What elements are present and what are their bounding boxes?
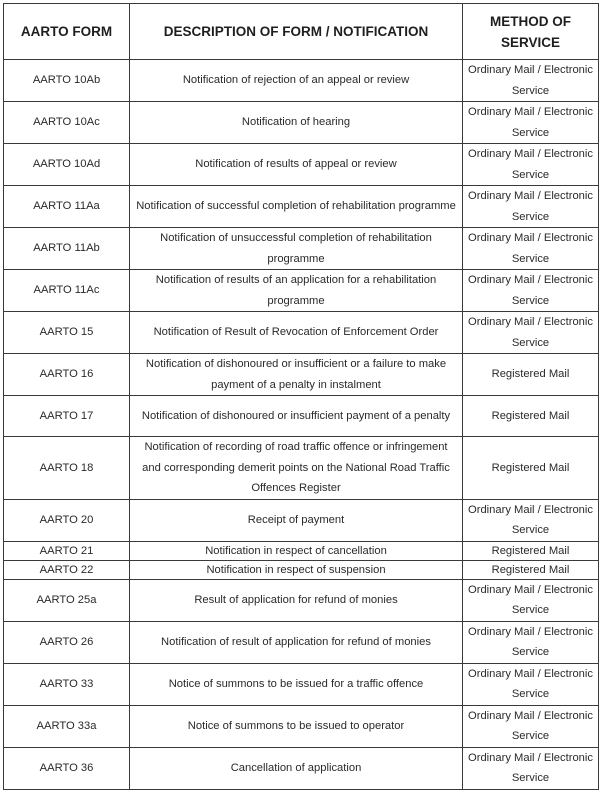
description-cell: Notification of dishonoured or insufficient payment of a penalty <box>130 396 463 437</box>
header-description: DESCRIPTION OF FORM / NOTIFICATION <box>130 4 463 60</box>
method-cell: Ordinary Mail / Electronic Service <box>463 312 599 354</box>
form-code-cell: AARTO 26 <box>4 621 130 663</box>
method-cell: Ordinary Mail / Electronic Service <box>463 747 599 789</box>
method-cell: Ordinary Mail / Electronic Service <box>463 663 599 705</box>
table-row <box>4 747 599 789</box>
form-code-cell: AARTO 10Ac <box>4 102 130 144</box>
form-code-cell: AARTO 36 <box>4 747 130 789</box>
form-code-cell: AARTO 33a <box>4 705 130 747</box>
description-cell: Cancellation of application <box>130 747 463 789</box>
table-row <box>4 541 599 560</box>
form-code-cell: AARTO 25a <box>4 579 130 621</box>
header-aarto-form: AARTO FORM <box>4 4 130 60</box>
method-cell: Ordinary Mail / Electronic Service <box>463 60 599 102</box>
table-row <box>4 437 599 500</box>
description-cell: Notification of result of application for refund of monies <box>130 621 463 663</box>
service-methods-table <box>3 3 599 790</box>
table-row <box>4 663 599 705</box>
form-code-cell: AARTO 10Ab <box>4 60 130 102</box>
form-code-cell: AARTO 11Aa <box>4 186 130 228</box>
method-cell: Ordinary Mail / Electronic Service <box>463 186 599 228</box>
table-row <box>4 354 599 396</box>
table-row <box>4 705 599 747</box>
method-cell: Registered Mail <box>463 541 599 560</box>
table-row <box>4 60 599 102</box>
header-method-of-service: METHOD OF SERVICE <box>463 4 599 60</box>
table-row <box>4 499 599 541</box>
method-cell: Ordinary Mail / Electronic Service <box>463 270 599 312</box>
description-cell: Notification of dishonoured or insufficient or a failure to make payment of a penalty in instalment <box>130 354 463 396</box>
description-cell: Notification of results of appeal or review <box>130 144 463 186</box>
description-cell: Notice of summons to be issued for a traffic offence <box>130 663 463 705</box>
description-cell: Notification in respect of cancellation <box>130 541 463 560</box>
description-cell: Notification of unsuccessful completion of rehabilitation programme <box>130 228 463 270</box>
form-code-cell: AARTO 11Ab <box>4 228 130 270</box>
method-cell: Registered Mail <box>463 437 599 500</box>
form-code-cell: AARTO 21 <box>4 541 130 560</box>
method-cell: Registered Mail <box>463 560 599 579</box>
description-cell: Result of application for refund of monies <box>130 579 463 621</box>
description-cell: Notification of Result of Revocation of Enforcement Order <box>130 312 463 354</box>
form-code-cell: AARTO 11Ac <box>4 270 130 312</box>
method-cell: Ordinary Mail / Electronic Service <box>463 579 599 621</box>
table-row <box>4 186 599 228</box>
form-code-cell: AARTO 20 <box>4 499 130 541</box>
form-code-cell: AARTO 10Ad <box>4 144 130 186</box>
form-code-cell: AARTO 18 <box>4 437 130 500</box>
description-cell: Receipt of payment <box>130 499 463 541</box>
form-code-cell: AARTO 16 <box>4 354 130 396</box>
form-code-cell: AARTO 33 <box>4 663 130 705</box>
description-cell: Notification of rejection of an appeal or review <box>130 60 463 102</box>
description-cell: Notice of summons to be issued to operator <box>130 705 463 747</box>
form-code-cell: AARTO 22 <box>4 560 130 579</box>
method-cell: Ordinary Mail / Electronic Service <box>463 621 599 663</box>
description-cell: Notification of hearing <box>130 102 463 144</box>
description-cell: Notification of successful completion of rehabilitation programme <box>130 186 463 228</box>
method-cell: Registered Mail <box>463 354 599 396</box>
method-cell: Ordinary Mail / Electronic Service <box>463 144 599 186</box>
method-cell: Ordinary Mail / Electronic Service <box>463 228 599 270</box>
method-cell: Ordinary Mail / Electronic Service <box>463 499 599 541</box>
table-row <box>4 621 599 663</box>
description-cell: Notification of results of an application for a rehabilitation programme <box>130 270 463 312</box>
table-row <box>4 270 599 312</box>
table-row <box>4 102 599 144</box>
table-row <box>4 312 599 354</box>
header-row <box>4 4 599 60</box>
form-code-cell: AARTO 17 <box>4 396 130 437</box>
table-row <box>4 228 599 270</box>
method-cell: Registered Mail <box>463 396 599 437</box>
description-cell: Notification of recording of road traffic offence or infringement and corresponding demerit points on the National Road Traffic Offences Register <box>130 437 463 500</box>
method-cell: Ordinary Mail / Electronic Service <box>463 102 599 144</box>
form-code-cell: AARTO 15 <box>4 312 130 354</box>
table-row <box>4 560 599 579</box>
table-row <box>4 396 599 437</box>
table-row <box>4 144 599 186</box>
table-row <box>4 579 599 621</box>
method-cell: Ordinary Mail / Electronic Service <box>463 705 599 747</box>
description-cell: Notification in respect of suspension <box>130 560 463 579</box>
